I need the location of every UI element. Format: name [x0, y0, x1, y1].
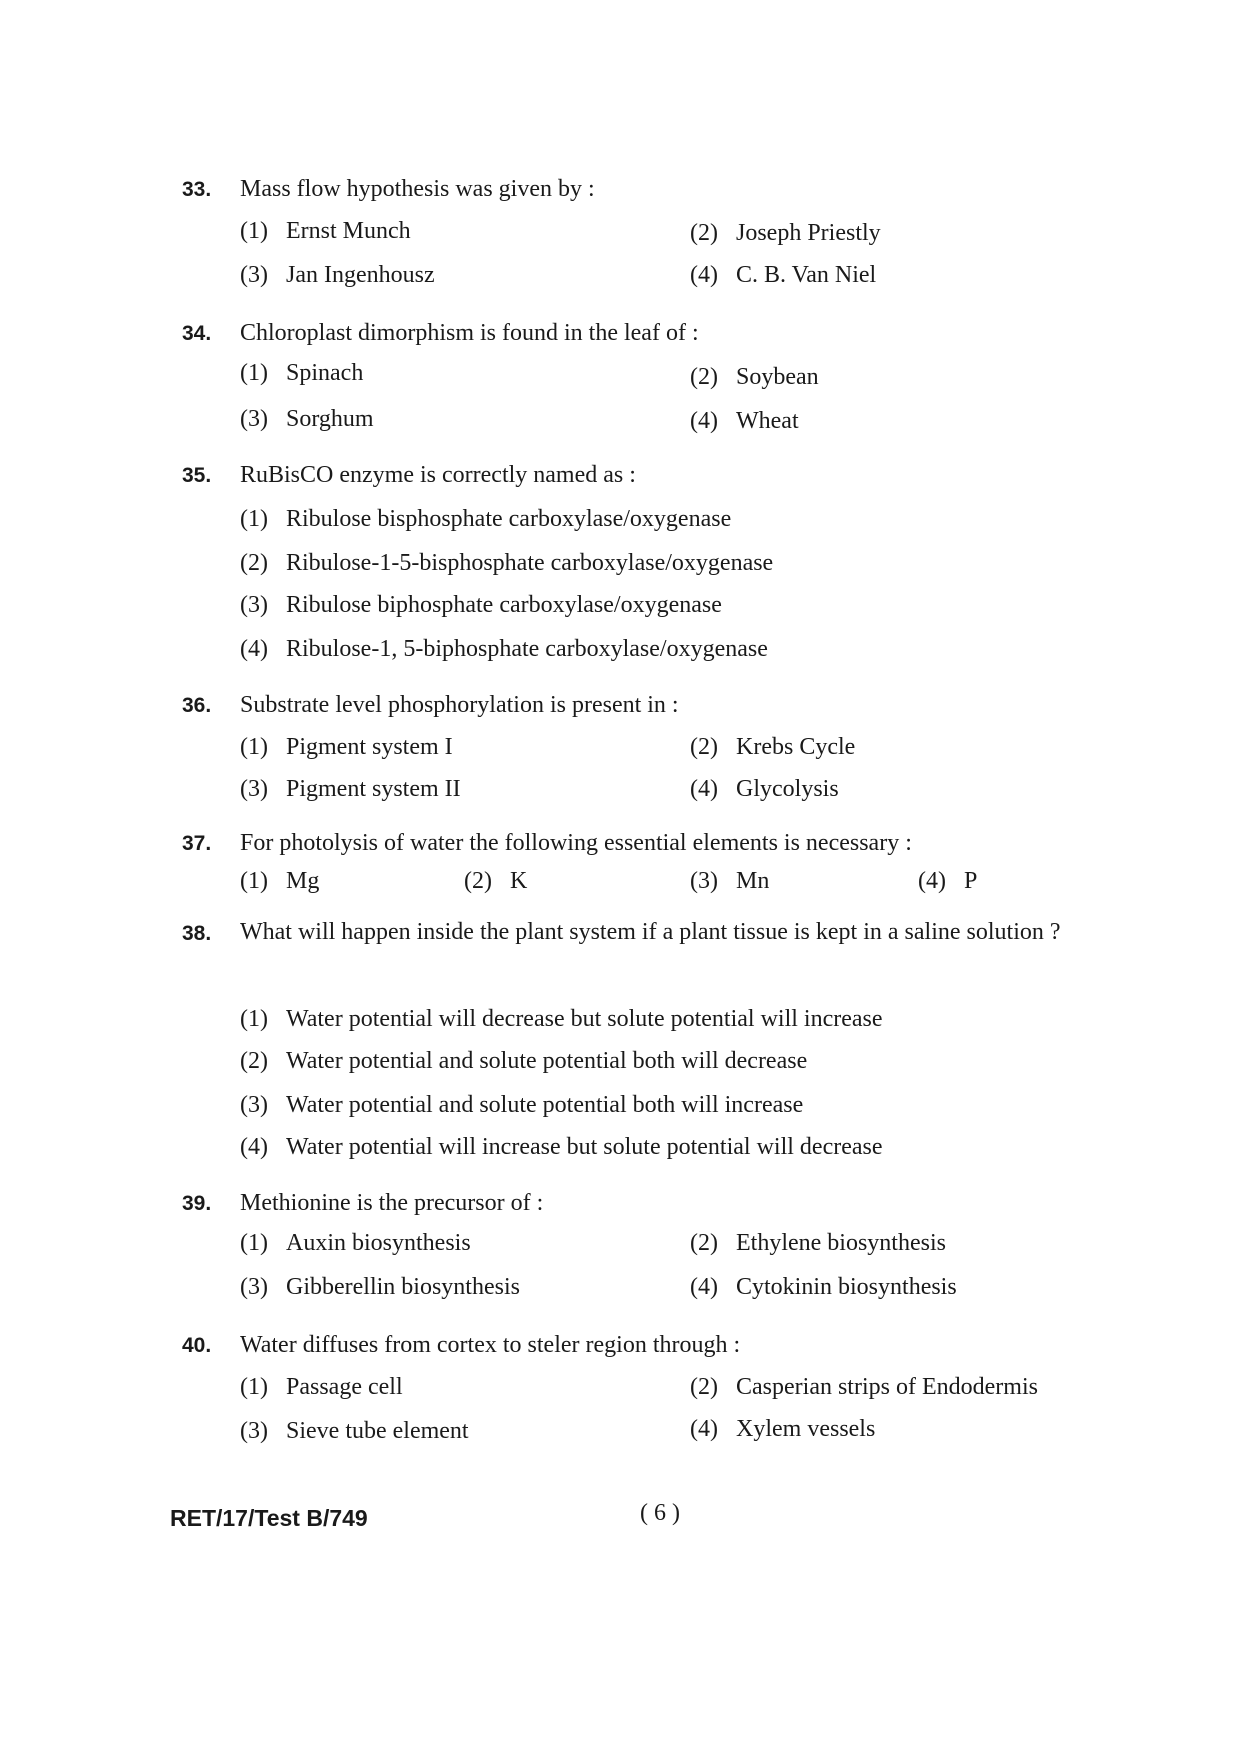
option: (3) Sorghum: [240, 406, 374, 432]
option: (4) Glycolysis: [690, 776, 839, 802]
option: (4) Xylem vessels: [690, 1416, 876, 1442]
question-text: RuBisCO enzyme is correctly named as :: [240, 462, 636, 488]
option: (1) Passage cell: [240, 1374, 403, 1400]
question-number: 37.: [182, 832, 212, 855]
question-text: What will happen inside the plant system if a plant tissue is kept in a saline solution ?: [240, 919, 1061, 945]
option: (2) Ribulose-1-5-bisphosphate carboxylase/oxygenase: [240, 550, 774, 576]
option: (3) Ribulose biphosphate carboxylase/oxygenase: [240, 592, 722, 618]
option: (1) Ribulose bisphosphate carboxylase/oxygenase: [240, 506, 732, 532]
option: (2) Joseph Priestly: [690, 220, 881, 246]
option: (4) C. B. Van Niel: [690, 262, 877, 288]
question-text: Mass flow hypothesis was given by :: [240, 176, 595, 202]
page-number: ( 6 ): [640, 1500, 680, 1526]
option: (1) Ernst Munch: [240, 218, 411, 244]
option: (1) Water potential will decrease but solute potential will increase: [240, 1006, 883, 1032]
question-number: 35.: [182, 464, 212, 487]
question-text: Methionine is the precursor of :: [240, 1190, 544, 1216]
option: (4) Cytokinin biosynthesis: [690, 1274, 957, 1300]
option: (1) Mg: [240, 868, 320, 894]
option: (2) K: [464, 868, 528, 894]
question-number: 39.: [182, 1192, 212, 1215]
option: (3) Sieve tube element: [240, 1418, 469, 1444]
option: (3) Pigment system II: [240, 776, 461, 802]
option: (1) Pigment system I: [240, 734, 453, 760]
question-number: 38.: [182, 922, 212, 945]
option: (2) Casperian strips of Endodermis: [690, 1374, 1038, 1400]
option: (3) Gibberellin biosynthesis: [240, 1274, 520, 1300]
question-text: For photolysis of water the following essential elements is necessary :: [240, 830, 912, 856]
option: (4) Ribulose-1, 5-biphosphate carboxylase/oxygenase: [240, 636, 768, 662]
question-number: 36.: [182, 694, 212, 717]
option: (4) Water potential will increase but solute potential will decrease: [240, 1134, 883, 1160]
option: (3) Jan Ingenhousz: [240, 262, 435, 288]
option: (4) Wheat: [690, 408, 799, 434]
question-text: Substrate level phosphorylation is present in :: [240, 692, 679, 718]
question-text: Chloroplast dimorphism is found in the leaf of :: [240, 320, 699, 346]
option: (1) Auxin biosynthesis: [240, 1230, 471, 1256]
option: (4) P: [918, 868, 978, 894]
question-number: 40.: [182, 1334, 212, 1357]
option: (3) Water potential and solute potential both will increase: [240, 1092, 804, 1118]
option: (2) Krebs Cycle: [690, 734, 856, 760]
option: (3) Mn: [690, 868, 770, 894]
question-number: 33.: [182, 178, 212, 201]
test-code: RET/17/Test B/749: [170, 1505, 368, 1531]
option: (2) Water potential and solute potential both will decrease: [240, 1048, 808, 1074]
option: (2) Ethylene biosynthesis: [690, 1230, 946, 1256]
option: (2) Soybean: [690, 364, 819, 390]
question-text: Water diffuses from cortex to steler region through :: [240, 1332, 741, 1358]
option: (1) Spinach: [240, 360, 364, 386]
question-number: 34.: [182, 322, 212, 345]
